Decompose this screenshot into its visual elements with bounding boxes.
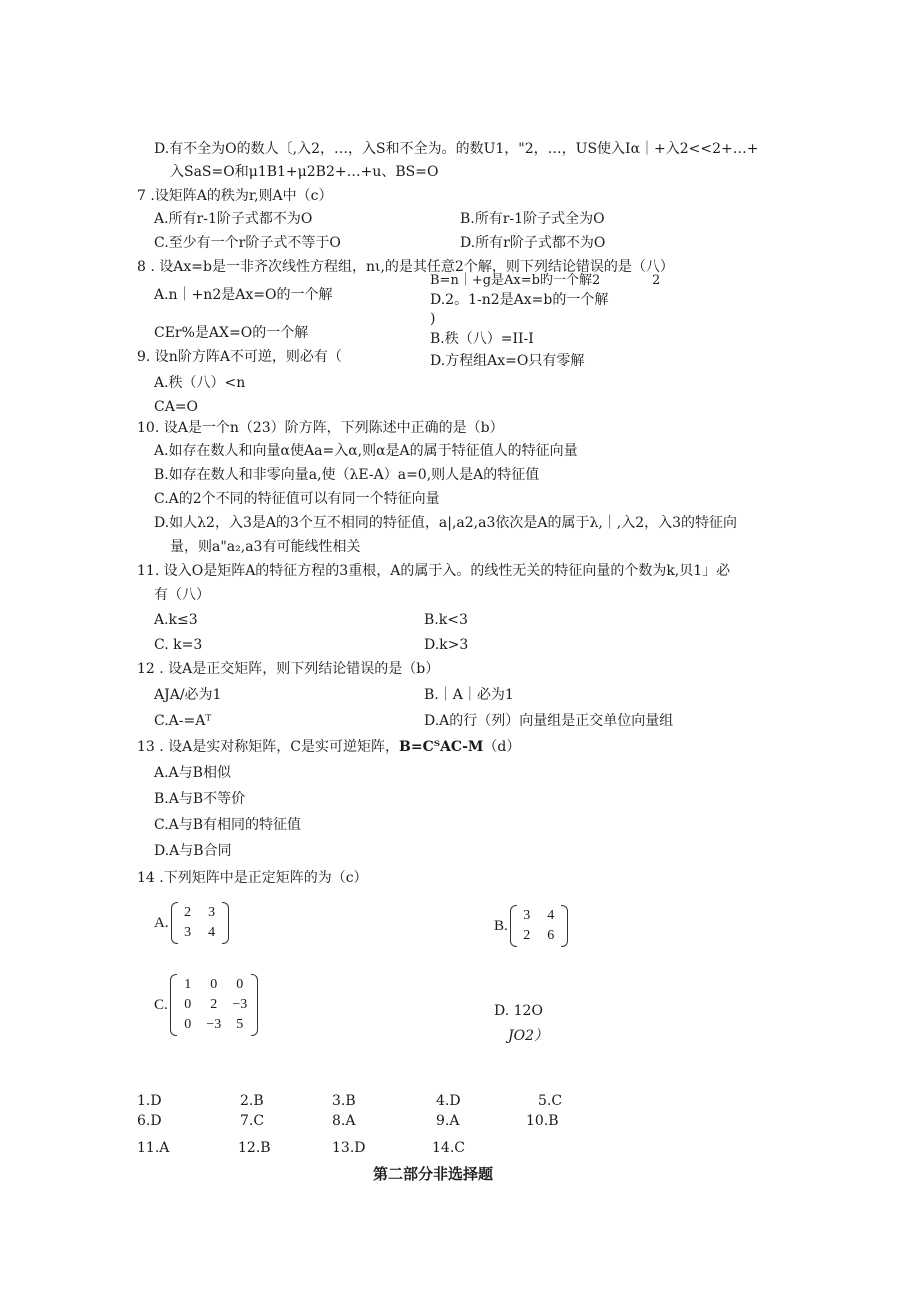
- q9-option-c: CA=O: [154, 399, 199, 415]
- q14-option-a-matrix: [154, 902, 229, 944]
- matrix-b-brackets: [510, 905, 568, 947]
- q11-option-a: A.k≤3: [154, 612, 198, 628]
- answer-item: 8.A: [332, 1113, 356, 1129]
- q7-option-d: D.所有r阶子式都不为O: [460, 235, 606, 251]
- question-12: 12 . 设A是正交矩阵，则下列结论错误的是（b）: [137, 661, 440, 677]
- q13-formula: B=CᵀAC-M: [399, 739, 484, 755]
- answer-item: 7.C: [240, 1113, 265, 1129]
- matrix-cell: 2: [523, 928, 531, 943]
- q11-option-b: B.k<3: [424, 612, 468, 628]
- q8-option-b: B=n｜+g是Ax=b旳一个解2: [430, 273, 601, 288]
- answer-item: 12.B: [238, 1140, 271, 1156]
- q6-option-d-line2: 入SaS=O和μ1B1+μ2B2+…+u、BS=O: [170, 164, 439, 180]
- answer-item: 5.C: [538, 1093, 563, 1109]
- matrix-cell: −3: [232, 997, 248, 1012]
- answer-item: 14.C: [432, 1140, 465, 1156]
- q14-option-d-line1: D. 12O: [494, 1003, 543, 1019]
- q14-option-c-matrix: [154, 974, 258, 1036]
- section-title: 第二部分非选择题: [373, 1165, 494, 1183]
- q14-option-b-matrix: [494, 905, 568, 947]
- q8-option-c: CEr%是AX=O的一个解: [154, 325, 309, 341]
- q12-option-a: AJA/必为1: [154, 687, 222, 703]
- question-8: 8 . 设Ax=b是一非齐次线性方程组，nι,的是其任意2个解，则下列结论错误的是（八）: [137, 259, 674, 275]
- q11-option-d: D.k>3: [424, 637, 469, 653]
- q7-option-a: A.所有r-1阶子式都不为O: [154, 211, 313, 227]
- matrix-a-label: A.: [154, 914, 169, 931]
- q12-option-c: C.A-=Aᵀ: [154, 713, 212, 729]
- matrix-cell: −3: [206, 1017, 222, 1032]
- q10-option-b: B.如存在数人和非零向量a,使（λE-A）a=0,则人是A的特征值: [154, 467, 540, 483]
- answer-item: 2.B: [240, 1093, 264, 1109]
- q7-option-b: B.所有r-1阶子式全为O: [460, 211, 605, 227]
- question-13: [137, 738, 520, 756]
- question-9: 9. 设n阶方阵A不可逆，则必有（: [137, 349, 342, 365]
- matrix-cell: 6: [547, 928, 555, 943]
- matrix-cell: 2: [210, 997, 218, 1012]
- matrix-cell: 3: [184, 925, 192, 940]
- q13-option-c: C.A与B有相同的特征值: [154, 817, 302, 833]
- question-11-line2: 有（八）: [154, 587, 210, 603]
- q14-option-d-line2: JO2）: [508, 1028, 548, 1044]
- q10-option-a: A.如存在数人和向量α使Aa=入α,则α是A的属于特征值人的特征向量: [154, 443, 578, 459]
- q13-option-d: D.A与B合同: [154, 843, 232, 859]
- answer-item: 6.D: [137, 1113, 162, 1129]
- question-10: 10. 设A是一个n（23）阶方阵，下列陈述中正确的是（b）: [137, 420, 504, 436]
- question-7: 7 .设矩阵A的秩为r,则A中（c）: [137, 188, 333, 204]
- q9-option-a: A.秩（八）<n: [154, 375, 246, 391]
- q10-option-d-line1: D.如人λ2，入3是A的3个互不相同的特征值，a|,a2,a3依次是A的属于λ,｜,入2，入3的特征向: [154, 515, 738, 531]
- q8-option-b-denominator: 2: [652, 273, 661, 288]
- matrix-c-brackets: [170, 974, 258, 1036]
- answer-item: 4.D: [436, 1093, 461, 1109]
- matrix-cell: 3: [523, 908, 531, 923]
- matrix-cell: 0: [184, 997, 192, 1012]
- matrix-b-label: B.: [494, 917, 508, 934]
- matrix-c-label: C.: [154, 996, 168, 1013]
- q6-option-d-line1: D.有不全为O的数人〔,入2，…，入S和不全为。的数U1，"2，…，US使入Iα｜+入2<<2+…+: [154, 141, 759, 157]
- q7-option-c: C.至少有一个r阶子式不等于O: [154, 235, 341, 251]
- q13-option-b: B.A与B不等价: [154, 791, 246, 807]
- q13-text: 13 . 设A是实对称矩阵，C是实可逆矩阵，: [137, 739, 399, 755]
- q10-option-d-line2: 量，则a"a₂,a3有可能线性相关: [170, 539, 361, 555]
- q8-paren: ): [430, 311, 436, 327]
- answer-item: 9.A: [436, 1113, 460, 1129]
- answer-item: 10.B: [526, 1113, 559, 1129]
- matrix-cell: 2: [184, 905, 192, 920]
- q13-option-a: A.A与B相似: [154, 765, 231, 781]
- q12-option-b: B.｜A｜必为1: [424, 687, 514, 703]
- question-11-line1: 11. 设入O是矩阵A的特征方程的3重根，A的属于入。的线性无关的特征向量的个数为k,贝1」必: [137, 563, 731, 579]
- q9-option-d: D.方程组Ax=O只有零解: [430, 353, 585, 369]
- answer-item: 3.B: [332, 1093, 356, 1109]
- matrix-cell: 0: [236, 977, 244, 992]
- answer-item: 13.D: [332, 1140, 366, 1156]
- q8-option-a: A.n｜+n2是Ax=O的一个解: [154, 287, 333, 303]
- matrix-cell: 4: [208, 925, 216, 940]
- answer-item: 11.A: [137, 1140, 170, 1156]
- q11-option-c: C. k=3: [154, 637, 203, 653]
- q8-option-d: D.2。1-n2是Ax=b的一个解: [430, 292, 609, 308]
- matrix-cell: 3: [208, 905, 216, 920]
- answer-item: 1.D: [137, 1093, 162, 1109]
- q10-option-c: C.A的2个不同的特征值可以有同一个特征向量: [154, 491, 440, 507]
- q13-answer-paren: （d）: [483, 739, 521, 755]
- matrix-cell: 1: [184, 977, 192, 992]
- q12-option-d: D.A的行（列）向量组是正交单位向量组: [424, 713, 674, 729]
- matrix-cell: 5: [236, 1017, 244, 1032]
- matrix-cell: 0: [210, 977, 218, 992]
- matrix-cell: 0: [184, 1017, 192, 1032]
- q9-option-b: B.秩（八）=II-I: [430, 331, 534, 347]
- matrix-a-brackets: [171, 902, 229, 944]
- matrix-cell: 4: [547, 908, 555, 923]
- question-14: 14 .下列矩阵中是正定矩阵的为（c）: [137, 870, 368, 886]
